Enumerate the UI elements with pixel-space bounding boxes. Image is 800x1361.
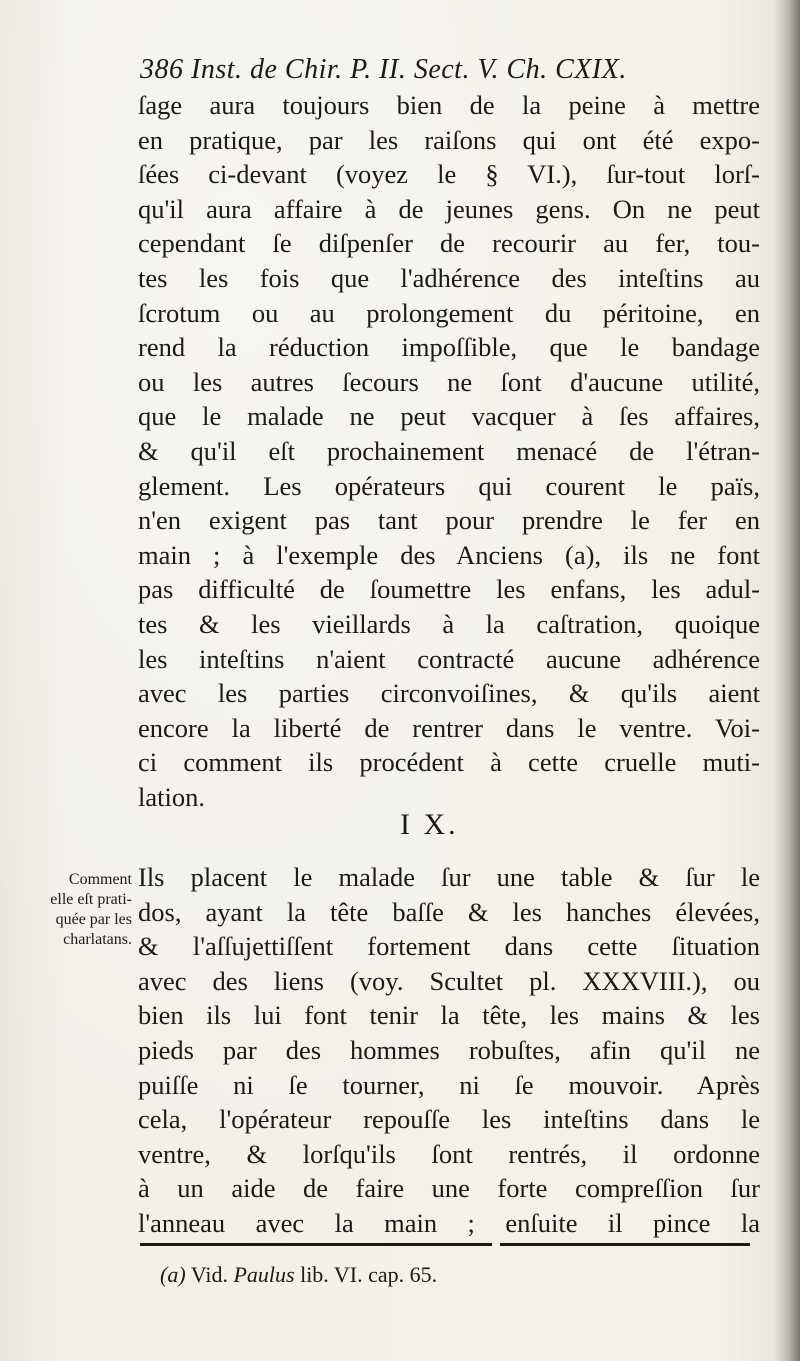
- text-line: lation.: [138, 781, 205, 812]
- text-line: tes & les vieillards à la caſtration, quoique: [138, 608, 760, 639]
- text-line: cela, l'opérateur repouſſe les inteſtins dans le: [138, 1104, 760, 1135]
- margin-note-line: Comment: [68, 871, 132, 888]
- margin-note: [4, 870, 132, 950]
- text-line: rend la réduction impoſſible, que le bandage: [138, 332, 760, 363]
- text-line: ſées ci-devant (voyez le § VI.), ſur-tout lorſ-: [138, 159, 760, 190]
- paragraph-2: [138, 860, 760, 1241]
- text-line: pieds par des hommes robuſtes, afin qu'il ne: [138, 1034, 760, 1065]
- text-line: Ils placent le malade ſur une table & ſur le: [138, 862, 760, 892]
- text-line: tes les fois que l'adhérence des inteſtins au: [138, 262, 760, 293]
- footnote-rule: [140, 1243, 492, 1246]
- footnote-author: Paulus: [233, 1262, 295, 1287]
- footnote-marker: (a): [160, 1262, 186, 1287]
- section-number: I X.: [400, 808, 459, 841]
- running-head: 386 Inst. de Chir. P. II. Sect. V. Ch. CXIX.: [140, 54, 627, 85]
- text-line: avec les parties circonvoiſines, & qu'ils aient: [138, 678, 760, 709]
- text-line: puiſſe ni ſe tourner, ni ſe mouvoir. Après: [138, 1069, 760, 1100]
- footnote: [160, 1262, 437, 1288]
- text-line: n'en exigent pas tant pour prendre le fer en: [138, 505, 760, 536]
- text-line: ou les autres ſecours ne ſont d'aucune utilité,: [138, 366, 760, 397]
- footnote-rule: [500, 1243, 750, 1246]
- footnote-text: Vid.: [190, 1262, 228, 1287]
- text-line: qu'il aura affaire à de jeunes gens. On ne peut: [138, 193, 760, 224]
- text-line: & l'aſſujettiſſent fortement dans cette ſituation: [138, 931, 760, 962]
- text-line: ſage aura toujours bien de la peine à mettre: [138, 90, 760, 120]
- text-line: ſcrotum ou au prolongement du péritoine, en: [138, 297, 760, 328]
- text-line: & qu'il eſt prochainement menacé de l'étran-: [138, 435, 760, 466]
- text-line: les inteſtins n'aient contracté aucune adhérence: [138, 643, 760, 674]
- margin-note-line: charlatans.: [63, 931, 132, 948]
- text-line: pas difficulté de ſoumettre les enfans, les adul-: [138, 574, 760, 605]
- text-line: glement. Les opérateurs qui courent le païs,: [138, 470, 760, 501]
- text-line: ventre, & lorſqu'ils ſont rentrés, il ordonne: [138, 1138, 760, 1169]
- footnote-text: lib. VI. cap. 65.: [300, 1262, 438, 1287]
- text-line: main ; à l'exemple des Anciens (a), ils ne font: [138, 539, 760, 570]
- text-line: en pratique, par les raiſons qui ont été expo-: [138, 124, 760, 155]
- paragraph-1: [138, 88, 760, 814]
- text-line: dos, ayant la tête baſſe & les hanches élevées,: [138, 896, 760, 927]
- text-line: bien ils lui font tenir la tête, les mains & les: [138, 1000, 760, 1031]
- text-line: l'anneau avec la main ; enſuite il pince la: [138, 1207, 760, 1238]
- margin-note-line: quée par les: [55, 911, 132, 928]
- text-line: que le malade ne peut vacquer à ſes affaires,: [138, 401, 760, 432]
- margin-note-line: elle eſt prati-: [50, 891, 132, 908]
- text-line: à un aide de faire une forte compreſſion ſur: [138, 1173, 760, 1204]
- text-line: cependant ſe diſpenſer de recourir au fer, tou-: [138, 228, 760, 259]
- page-gutter-shadow: [774, 0, 800, 1361]
- text-line: ci comment ils procédent à cette cruelle muti-: [138, 747, 760, 778]
- text-line: encore la liberté de rentrer dans le ventre. Voi-: [138, 712, 760, 743]
- text-line: avec des liens (voy. Scultet pl. XXXVIII.), ou: [138, 965, 760, 996]
